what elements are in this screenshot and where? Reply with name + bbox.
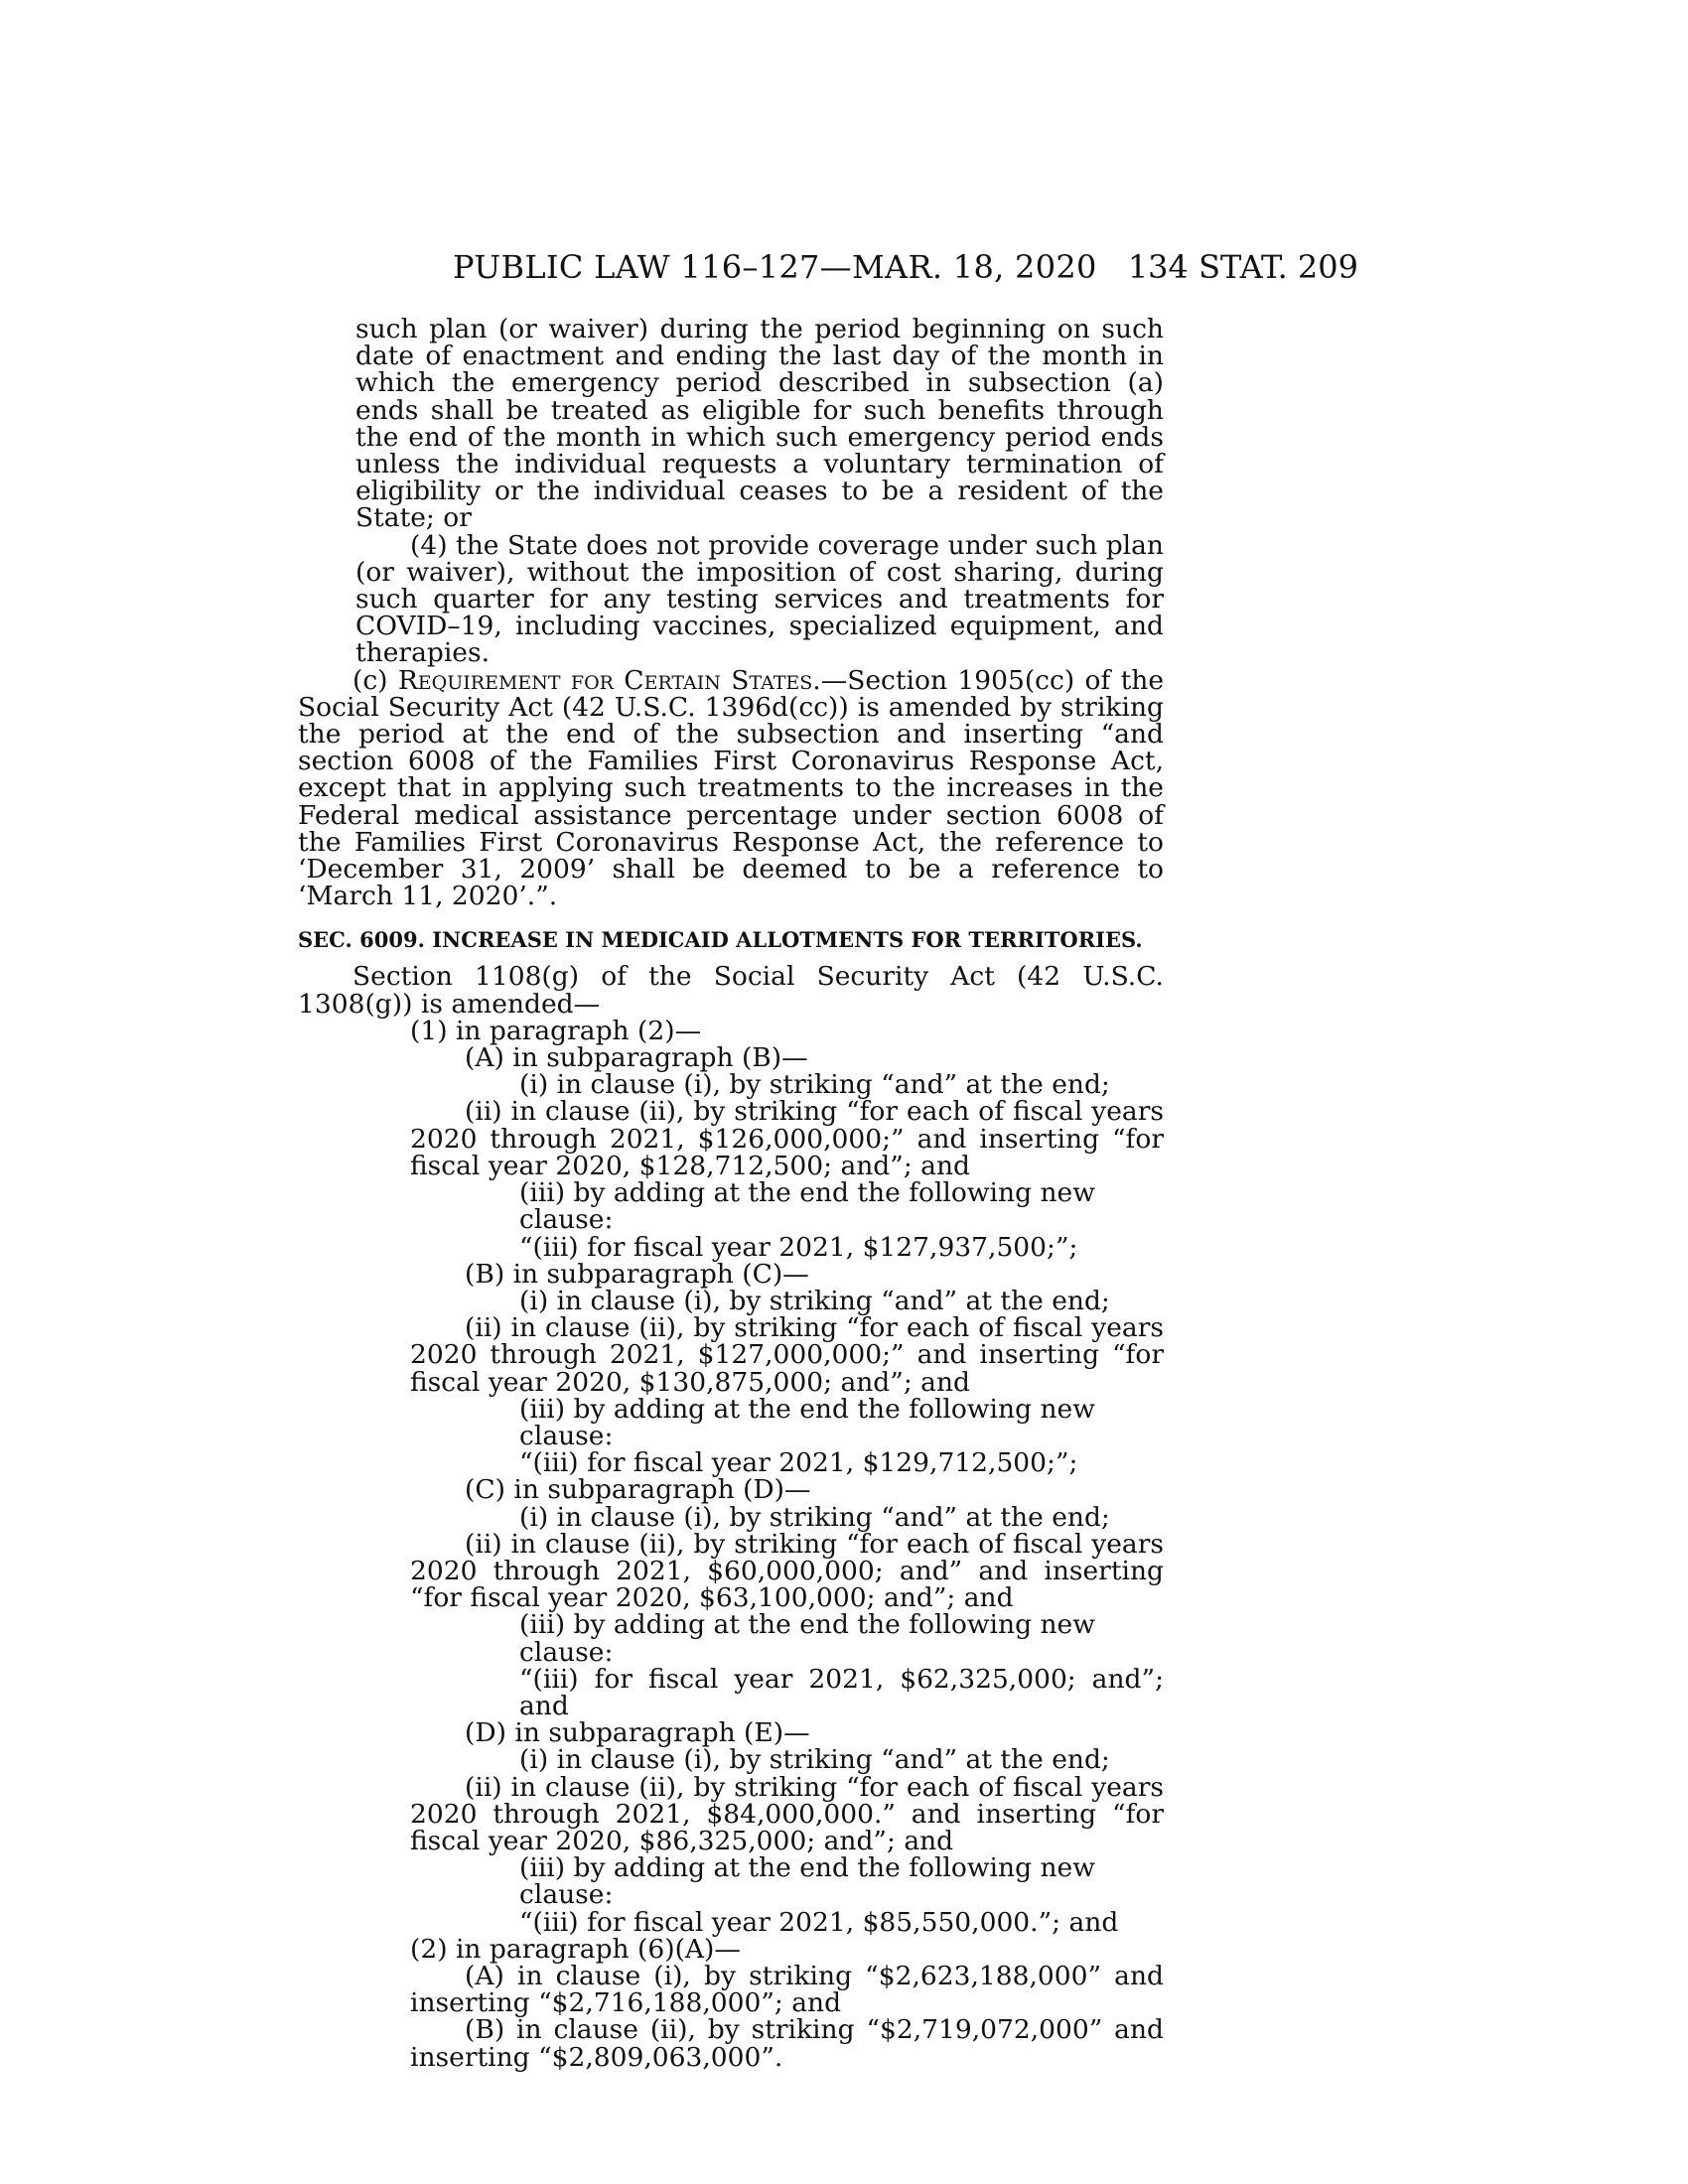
subsection-c-text: Section 1905(cc) of the Social Security Act (42 U.S.C. 1396d(cc)) is amended by striking the period at the end of the subsection and inserting “and section 6008 of the Families First Coronavirus Response Act, except that in applying such treatments to the increases in the Federal medical assistance percentage under section 6008 of the Families First Coronavirus Response Act, the reference to ‘December 31, 2009’ shall be deemed to be a reference to ‘March 11, 2020’.”. (298, 664, 1165, 912)
paragraph-4: (4) the State does not provide coverage under such plan (or waiver), without the imposition of cost sharing, during such quarter for any testing services and treatments for COVID–19, including vaccines, specialized equipment, and therapies. (355, 529, 1164, 669)
subparagraph-c-new-clause: “(iii) for fiscal year 2021, $62,325,000; and”; and (519, 1663, 1164, 1721)
running-head-title: PUBLIC LAW 116–127—MAR. 18, 2020 (453, 248, 1097, 286)
page-header (298, 248, 1358, 288)
carryover-paragraph: such plan (or waiver) during the period beginning on such date of enactment and ending the last day of the month in which the emergency period described in subsection (a) ends shall be treated as eligible for such benefits through the end of the month in which such emergency period ends unless the individual requests a voluntary termination of eligibility or the individual ceases to be a resident of the State; or (355, 314, 1164, 534)
subsection-c-dash: .— (812, 664, 848, 696)
subparagraph-d-clause-iii: (iii) by adding at the end the following new clause: (519, 1852, 1095, 1911)
paragraph-1: (1) in paragraph (2)— (410, 1015, 702, 1046)
subparagraph-a-clause-ii: (ii) in clause (ii), by striking “for each of fiscal years 2020 through 2021, $126,000,000;” and inserting “for fiscal year 2020, $128,712,500; and”; and (410, 1096, 1164, 1181)
subparagraph-d-clause-ii: (ii) in clause (ii), by striking “for each of fiscal years 2020 through 2021, $84,000,000.” and inserting “for fiscal year 2020, $86,325,000; and”; and (410, 1771, 1164, 1856)
section-heading (298, 926, 1164, 953)
subparagraph-b-clause-i: (i) in clause (i), by striking “and” at the end; (519, 1285, 1110, 1316)
subparagraph-d: (D) in subparagraph (E)— (465, 1717, 810, 1749)
subparagraph-b-clause-iii: (iii) by adding at the end the following new clause: (519, 1393, 1095, 1451)
paragraph-2-subparagraph-a: (A) in clause (i), by striking “$2,623,188,000” and inserting “$2,716,188,000”; and (410, 1960, 1164, 2019)
section-number: SEC. 6009. (298, 927, 425, 953)
subparagraph-c-clause-ii: (ii) in clause (ii), by striking “for each of fiscal years 2020 through 2021, $60,000,000; and” and inserting “for fiscal year 2020, $63,100,000; and”; and (410, 1528, 1164, 1614)
paragraph-2: (2) in paragraph (6)(A)— (410, 1933, 741, 1965)
subparagraph-d-new-clause: “(iii) for fiscal year 2021, $85,550,000.”; and (519, 1906, 1119, 1938)
subparagraph-a-clause-i: (i) in clause (i), by striking “and” at the end; (519, 1069, 1110, 1101)
section-title: INCREASE IN MEDICAID ALLOTMENTS FOR TERRITORIES. (432, 927, 1143, 953)
subparagraph-b-new-clause: “(iii) for fiscal year 2021, $129,712,500;”; (519, 1447, 1078, 1479)
subparagraph-a: (A) in subparagraph (B)— (465, 1042, 808, 1074)
subparagraph-b: (B) in subparagraph (C)— (465, 1258, 809, 1290)
subparagraph-c-clause-i: (i) in clause (i), by striking “and” at the end; (519, 1501, 1110, 1533)
subsection-c (298, 664, 1165, 912)
subparagraph-d-clause-i: (i) in clause (i), by striking “and” at the end; (519, 1744, 1110, 1776)
subsection-c-label: (c) (352, 664, 398, 696)
document-body (298, 316, 1164, 2071)
paragraph-2-subparagraph-b: (B) in clause (ii), by striking “$2,719,072,000” and inserting “$2,809,063,000”. (410, 2014, 1164, 2073)
subparagraph-a-new-clause: “(iii) for fiscal year 2021, $127,937,500;”; (519, 1231, 1078, 1263)
statute-page-number: 134 STAT. 209 (1127, 248, 1358, 286)
subparagraph-c-clause-iii: (iii) by adding at the end the following new clause: (519, 1609, 1095, 1668)
subparagraph-a-clause-iii: (iii) by adding at the end the following new clause: (519, 1177, 1095, 1236)
subsection-c-heading: Requirement for Certain States (397, 664, 813, 696)
subparagraph-c: (C) in subparagraph (D)— (465, 1474, 811, 1506)
subparagraph-b-clause-ii: (ii) in clause (ii), by striking “for each of fiscal years 2020 through 2021, $127,000,000;” and inserting “for fiscal year 2020, $130,875,000; and”; and (410, 1312, 1164, 1398)
continuation-block (355, 316, 1164, 667)
section-intro: Section 1108(g) of the Social Security Act (42 U.S.C. 1308(g)) is amended— (298, 961, 1164, 1020)
